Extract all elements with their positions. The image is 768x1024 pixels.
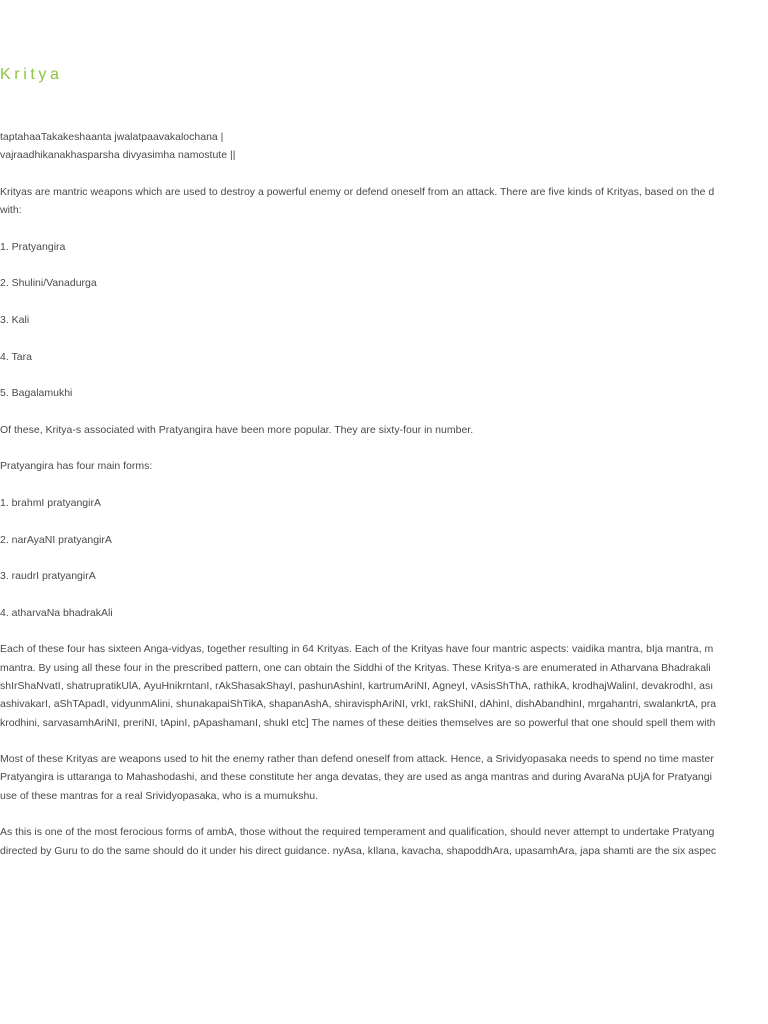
page-title: Kritya: [0, 66, 63, 83]
paragraph-line: ashivakarI, aShTApadI, vidyunmAlini, shunakapaiShTikA, shapanAshA, shiravisphAriNI, vrkI, rakShiNI, dAhinI, dishAbandhinI, mrgahantri, swalankrtA, pra: [0, 698, 717, 711]
paragraph-line: mantra. By using all these four in the prescribed pattern, one can obtain the Siddhi of the Krityas. These Kritya-s are enumerated in Atharvana Bhadrakali: [0, 661, 711, 674]
list-item: 1. Pratyangira: [0, 240, 66, 253]
intro-paragraph: [0, 183, 768, 220]
list-item: 2. narAyaNI pratyangirA: [0, 533, 112, 546]
paragraph-line: with:: [0, 204, 22, 217]
list-item: 2. Shulini/Vanadurga: [0, 277, 97, 290]
list-item: 3. raudrI pratyangirA: [0, 570, 96, 583]
paragraph-line: directed by Guru to do the same should do it under his direct guidance. nyAsa, kIlana, kavacha, shapoddhAra, upasamhAra, japa shamti are the six aspec: [0, 844, 717, 857]
verse-couplet: [0, 128, 768, 165]
paragraph-line: Most of these Krityas are weapons used to hit the enemy rather than defend oneself from attack. Hence, a Srividyopasaka needs to spend no time master: [0, 753, 714, 766]
paragraph-line: krodhini, sarvasamhAriNI, preriNI, tApinI, pApashamanI, shukI etc] The names of these deities themselves are so powerful that one should spell them with: [0, 716, 716, 729]
verse-line: vajraadhikanakhasparsha divyasimha namostute ||: [0, 149, 236, 162]
list-item: 3. Kali: [0, 313, 30, 326]
anga-vidyas-paragraph: [0, 640, 768, 731]
article-body: [0, 128, 768, 878]
paragraph-line: Pratyangira is uttaranga to Mahashodashi, and these constitute her anga devatas, they are used as anga mantras and during AvaraNa pUjA for Pratyangi: [0, 771, 712, 784]
paragraph-line: use of these mantras for a real Srividyopasaka, who is a mumukshu.: [0, 789, 319, 802]
popular-paragraph: Of these, Kritya-s associated with Pratyangira have been more popular. They are sixty-four in number.: [0, 423, 474, 436]
list-item: 4. atharvaNa bhadrakAli: [0, 606, 113, 619]
paragraph-line: Each of these four has sixteen Anga-vidyas, together resulting in 64 Krityas. Each of the Krityas have four mantric aspects: vaidika mantra, bIja mantra, m: [0, 643, 714, 656]
list-item: 4. Tara: [0, 350, 32, 363]
paragraph-line: Krityas are mantric weapons which are used to destroy a powerful enemy or defend oneself from an attack. There are five kinds of Krityas, based on the d: [0, 185, 715, 198]
paragraph-line: shIrShaNvatI, shatrupratikUlA, AyuHnikrntanI, rAkShasakShayI, pashunAshinI, kartrumAriNI, AgneyI, vAsisShThA, rathikA, krodhajWalinI, devakrodhI, ası: [0, 679, 714, 692]
list-item: 5. Bagalamukhi: [0, 387, 73, 400]
verse-line: taptahaaTakakeshaanta jwalatpaavakalochana |: [0, 131, 224, 143]
forms-intro-paragraph: Pratyangira has four main forms:: [0, 460, 153, 473]
ferocious-paragraph: [0, 823, 768, 860]
paragraph-line: As this is one of the most ferocious forms of ambA, those without the required temperament and qualification, should never attempt to undertake Pratyang: [0, 826, 715, 839]
list-item: 1. brahmI pratyangirA: [0, 496, 101, 509]
weapons-paragraph: [0, 750, 768, 805]
